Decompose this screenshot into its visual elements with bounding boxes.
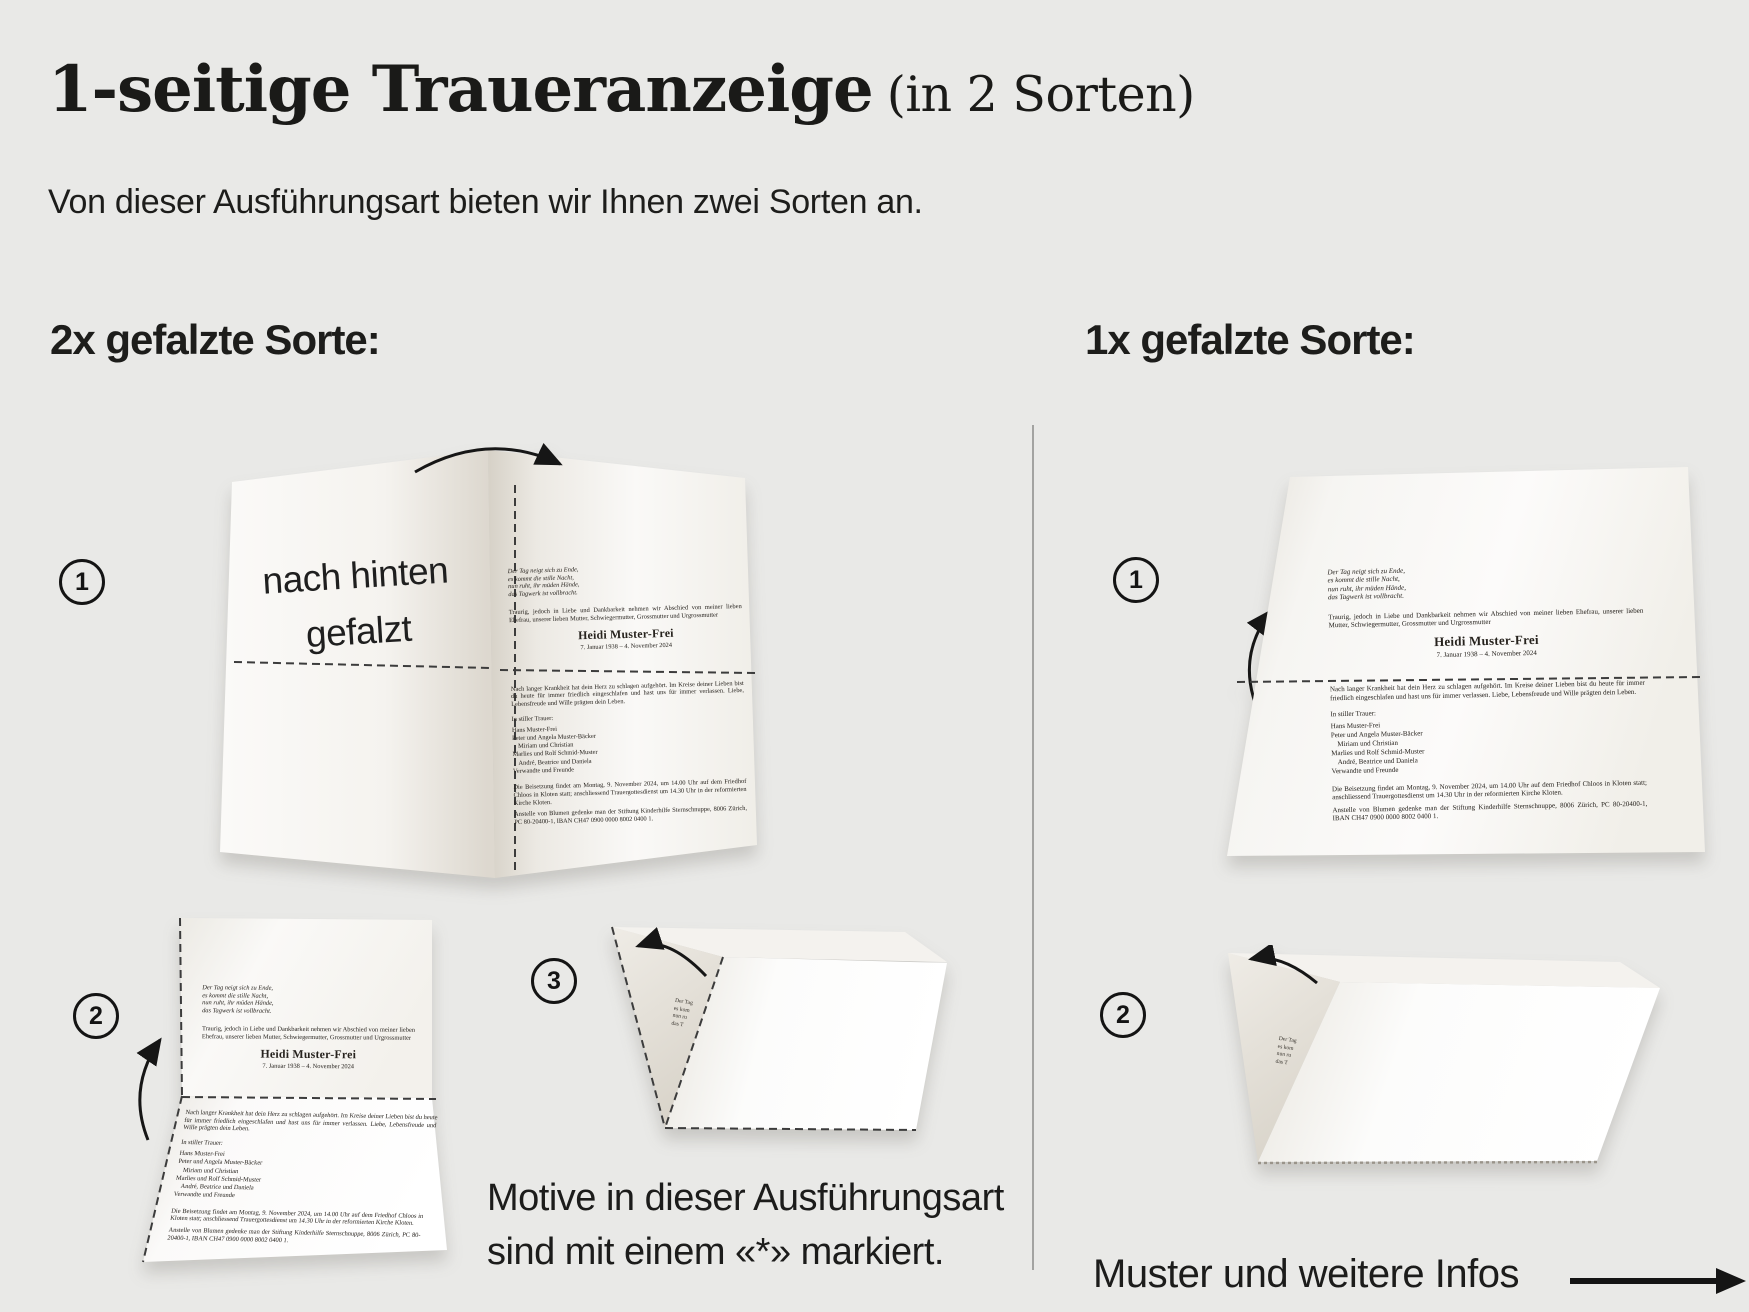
section-heading-2x: 2x gefalzte Sorte: bbox=[50, 316, 380, 363]
mourner: Hans Muster-Frei bbox=[511, 725, 558, 734]
peek-line: Der Tag bbox=[674, 997, 694, 1007]
mourner: Peter und Angela Muster-Bäcker bbox=[1330, 729, 1423, 740]
funeral-details: Die Beisetzung findet am Montag, 9. November 2024, um 14.00 Uhr auf dem Friedhof Chloos in Kloten statt; anschliessend Trauergottesdienst um 14.30 Uhr in der reformierten Kirche Kloten. bbox=[513, 778, 747, 807]
mourning-label: In stiller Trauer: bbox=[180, 1139, 224, 1147]
mourner: Peter und Angela Muster-Bäcker bbox=[177, 1158, 263, 1168]
poem-line: nun ruht, ihr müden Hände, bbox=[202, 999, 274, 1008]
poem-line: Der Tag neigt sich zu Ende, bbox=[507, 566, 579, 576]
illustration-folded-card-1x bbox=[1215, 945, 1675, 1175]
step-1-marker-left: 1 bbox=[59, 559, 105, 605]
peek-line: es kom bbox=[673, 1005, 691, 1014]
deceased-name: Heidi Muster-Frei bbox=[1433, 631, 1539, 649]
step-2-marker-right: 2 bbox=[1100, 992, 1146, 1038]
step-1-marker-right: 1 bbox=[1113, 557, 1159, 603]
section-heading-1x: 1x gefalzte Sorte: bbox=[1085, 316, 1415, 363]
peek-line: das T bbox=[670, 1020, 684, 1028]
announcement-preview bbox=[1327, 562, 1647, 823]
mourner: Miriam und Christian bbox=[182, 1166, 239, 1175]
announcement-intro: Traurig, jedoch in Liebe und Dankbarkeit nehmen wir Abschied von meiner lieben Ehefrau, unserer lieben Mutter, Schwiegermutter, Grossmutter und Urgrossmutter bbox=[201, 1025, 416, 1042]
announcement-poem bbox=[508, 562, 742, 599]
life-dates: 7. Januar 1938 – 4. November 2024 bbox=[580, 641, 673, 652]
poem-line: nun ruht, ihr müden Hände, bbox=[1327, 583, 1407, 594]
column-divider bbox=[1032, 425, 1034, 1270]
announcement-poem bbox=[1327, 562, 1643, 602]
mourner: Marlies und Rolf Schmid-Muster bbox=[512, 749, 598, 759]
mourner: Marlies und Rolf Schmid-Muster bbox=[175, 1174, 262, 1184]
life-dates: 7. Januar 1938 – 4. November 2024 bbox=[1436, 649, 1537, 660]
motif-note bbox=[487, 1172, 1004, 1280]
peek-line: es kom bbox=[1277, 1043, 1294, 1052]
donation-details: Anstelle von Blumen gedenke man der Stiftung Kinderhilfe Sternschnuppe, 8006 Zürich, PC 80-20400-1, IBAN CH47 0900 0000 8002 0400 1. bbox=[514, 805, 748, 826]
deceased-name: Heidi Muster-Frei bbox=[260, 1046, 357, 1062]
mourner: Peter und Angela Muster-Bäcker bbox=[512, 732, 596, 743]
mourner: Verwandte und Freunde bbox=[512, 766, 575, 775]
donation-details: Anstelle von Blumen gedenke man der Stiftung Kinderhilfe Sternschnuppe, 8006 Zürich, PC 80-20400-1, IBAN CH47 0900 0000 8002 0400 1. bbox=[1332, 799, 1648, 823]
poem-line: es kommt die stille Nacht, bbox=[1327, 575, 1400, 585]
mourning-label: In stiller Trauer: bbox=[1330, 709, 1376, 719]
motif-note-line: Motive in dieser Ausführungsart bbox=[487, 1177, 1004, 1219]
page-title-suffix: (in 2 Sorten) bbox=[886, 66, 1195, 123]
announcement-intro: Traurig, jedoch in Liebe und Dankbarkeit nehmen wir Abschied von meiner lieben Ehefrau, unserer lieben Mutter, Schwiegermutter, Grossmutter und Urgrossmutter bbox=[508, 602, 742, 624]
peek-line: nun ru bbox=[672, 1012, 688, 1021]
peek-line: nun ru bbox=[1276, 1050, 1292, 1059]
announcement-preview-top bbox=[202, 984, 416, 1071]
illustration-open-card-1x bbox=[1180, 455, 1715, 870]
announcement-obituary: Nach langer Krankheit hat dein Herz zu schlagen aufgehört. Im Kreise deiner Lieben bist du heute für immer friedlich eingeschlafen und hast uns für immer verlassen. Liebe, Lebensfreude und Wille prägten dein Leben. bbox=[182, 1109, 438, 1133]
announcement-intro: Traurig, jedoch in Liebe und Dankbarkeit nehmen wir Abschied von meiner lieben Ehefrau, unserer lieben Mutter, Schwiegermutter, Grossmutter und Urgrossmutter bbox=[1328, 606, 1644, 630]
illustration-open-card-2x bbox=[210, 430, 770, 900]
announcement-obituary: Nach langer Krankheit hat dein Herz zu schlagen aufgehört. Im Kreise deiner Lieben bist du heute für immer friedlich eingeschlafen und hast uns für immer verlassen. Liebe, Lebensfreude und Wille prägten dein Leben. bbox=[1329, 679, 1645, 702]
mourner: Miriam und Christian bbox=[517, 741, 574, 751]
mourner: Marlies und Rolf Schmid-Muster bbox=[1331, 747, 1425, 758]
mourners-list bbox=[512, 721, 746, 776]
mourner: Hans Muster-Frei bbox=[179, 1150, 226, 1159]
donation-details: Anstelle von Blumen gedenke man der Stiftung Kinderhilfe Sternschnuppe, 8006 Zürich, PC 80-20400-1, IBAN CH47 0900 0000 8002 0400 1. bbox=[166, 1226, 421, 1244]
more-info-arrow-icon[interactable] bbox=[1568, 1264, 1748, 1303]
peek-line: das T bbox=[1275, 1058, 1289, 1066]
mourner: André, Beatrice und Daniela bbox=[518, 757, 592, 767]
peek-line: Der Tag bbox=[1278, 1035, 1298, 1045]
page-title-main: 1-seitige Traueranzeige bbox=[48, 52, 873, 127]
perforated-edge bbox=[1258, 1162, 1597, 1163]
fold-caption-line: nach hinten bbox=[261, 549, 450, 602]
announcement-preview-bottom bbox=[167, 1109, 438, 1247]
life-dates: 7. Januar 1938 – 4. November 2024 bbox=[262, 1062, 355, 1071]
announcement-obituary: Nach langer Krankheit hat dein Herz zu schlagen aufgehört. Im Kreise deiner Lieben bist du heute für immer friedlich eingeschlafen und hast uns für immer verlassen. Liebe, Lebensfreude und Wille prägten dein Leben. bbox=[510, 679, 745, 709]
mourner: Miriam und Christian bbox=[1337, 738, 1399, 749]
motif-note-line: sind mit einem «*» markiert. bbox=[487, 1230, 944, 1273]
fold-caption-line: gefalzt bbox=[304, 607, 413, 655]
poem-line: es kommt die stille Nacht, bbox=[202, 991, 269, 1000]
announcement-poem bbox=[202, 984, 415, 1016]
funeral-details: Die Beisetzung findet am Montag, 9. November 2024, um 14.00 Uhr auf dem Friedhof Chloos in Kloten statt; anschliessend Trauergottesdienst um 14.30 Uhr in der reformierten Kirche Kloten. bbox=[169, 1207, 424, 1228]
fold-caption bbox=[235, 541, 479, 666]
announcement-preview bbox=[508, 562, 748, 827]
illustration-folded-card-2x bbox=[540, 900, 960, 1145]
page-subtitle: Von dieser Ausführungsart bieten wir Ihnen zwei Sorten an. bbox=[48, 183, 923, 221]
mourner: André, Beatrice und Daniela bbox=[180, 1182, 255, 1192]
deceased-name: Heidi Muster-Frei bbox=[577, 625, 674, 643]
mourner: Hans Muster-Frei bbox=[1330, 721, 1381, 731]
mourners-list bbox=[1331, 716, 1647, 776]
poem-line: Der Tag neigt sich zu Ende, bbox=[1327, 566, 1406, 577]
mourner: Verwandte und Freunde bbox=[1331, 765, 1399, 776]
more-info-link[interactable]: Muster und weitere Infos bbox=[1093, 1252, 1519, 1296]
poem-line: das Tagwerk ist vollbracht. bbox=[508, 589, 578, 599]
mourning-label: In stiller Trauer: bbox=[511, 714, 554, 723]
poem-line: Der Tag neigt sich zu Ende, bbox=[202, 984, 274, 992]
funeral-details: Die Beisetzung findet am Montag, 9. November 2024, um 14.00 Uhr auf dem Friedhof Chloos in Kloten statt; anschliessend Trauergottesdienst um 14.30 Uhr in der reformierten Kirche Kloten. bbox=[1331, 778, 1648, 802]
poem-line: das Tagwerk ist vollbracht. bbox=[202, 1007, 272, 1015]
step-2-marker-left: 2 bbox=[73, 993, 119, 1039]
poem-line: das Tagwerk ist vollbracht. bbox=[1327, 591, 1405, 602]
illustration-half-unfolded-card-2x bbox=[130, 905, 465, 1275]
mourner: Verwandte und Freunde bbox=[173, 1191, 236, 1200]
poem-line: nun ruht, ihr müden Hände, bbox=[508, 581, 580, 591]
mourner: André, Beatrice und Daniela bbox=[1337, 756, 1418, 766]
poem-line: es kommt die stille Nacht, bbox=[507, 574, 574, 583]
page-title bbox=[48, 52, 1195, 127]
mourners-list bbox=[173, 1150, 432, 1204]
step-3-marker-left: 3 bbox=[531, 958, 577, 1004]
